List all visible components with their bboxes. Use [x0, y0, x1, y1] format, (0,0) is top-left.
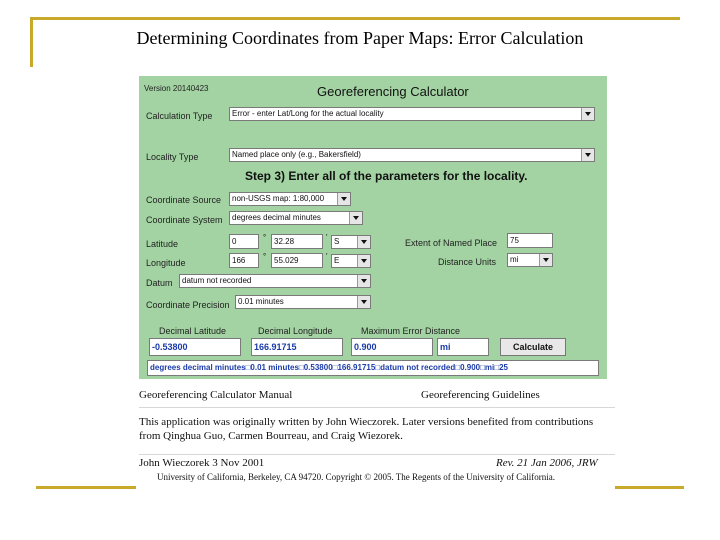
- longitude-hemisphere-select[interactable]: [331, 254, 371, 268]
- decimal-longitude-output[interactable]: 166.91715: [251, 338, 343, 356]
- longitude-label: Longitude: [146, 258, 186, 268]
- version-label: Version 20140423: [144, 84, 209, 93]
- coordinate-source-label: Coordinate Source: [146, 195, 222, 205]
- slide-frame-bottom-left: [36, 486, 136, 489]
- chevron-down-icon[interactable]: [539, 254, 552, 266]
- divider: [139, 407, 615, 408]
- coordinate-precision-label: Coordinate Precision: [146, 300, 230, 310]
- calculator-title: Georeferencing Calculator: [317, 84, 469, 99]
- calculation-type-value: Error - enter Lat/Long for the actual locality: [232, 109, 384, 118]
- divider: [139, 454, 615, 455]
- distance-units-select[interactable]: [507, 253, 553, 267]
- slide-frame-top: [30, 17, 680, 20]
- summary-output[interactable]: degrees decimal minutes□0.01 minutes□0.53800□166.91715□datum not recorded□0.900□mi□25: [147, 360, 599, 376]
- latitude-label: Latitude: [146, 239, 179, 249]
- chevron-down-icon[interactable]: [581, 149, 594, 161]
- revision-line: Rev. 21 Jan 2006, JRW: [496, 457, 598, 469]
- degree-symbol: °: [263, 252, 267, 261]
- decimal-longitude-label: Decimal Longitude: [258, 326, 333, 336]
- guidelines-link[interactable]: Georeferencing Guidelines: [421, 389, 540, 401]
- slide-frame-bottom-right: [612, 486, 684, 489]
- minute-symbol: ': [326, 233, 328, 242]
- locality-type-select[interactable]: [229, 148, 595, 162]
- distance-units-label: Distance Units: [438, 257, 497, 267]
- longitude-minutes-input[interactable]: 55.029: [271, 253, 323, 268]
- latitude-hemisphere-value: S: [334, 237, 340, 246]
- longitude-hemisphere-value: E: [334, 256, 340, 265]
- author-line: John Wieczorek 3 Nov 2001: [139, 457, 265, 469]
- copyright-line: University of California, Berkeley, CA 94720. Copyright © 2005. The Regents of the University of California.: [157, 472, 556, 482]
- coordinate-system-label: Coordinate System: [146, 215, 223, 225]
- chevron-down-icon[interactable]: [357, 275, 370, 287]
- max-error-label: Maximum Error Distance: [361, 326, 461, 336]
- chevron-down-icon[interactable]: [349, 212, 362, 224]
- coordinate-source-select[interactable]: [229, 192, 351, 206]
- coordinate-system-select[interactable]: [229, 211, 363, 225]
- slide-title: Determining Coordinates from Paper Maps: Error Calculation: [136, 28, 584, 48]
- latitude-degrees-input[interactable]: 0: [229, 234, 259, 249]
- latitude-hemisphere-select[interactable]: [331, 235, 371, 249]
- chevron-down-icon[interactable]: [357, 255, 370, 267]
- decimal-latitude-output[interactable]: -0.53800: [149, 338, 241, 356]
- latitude-minutes-input[interactable]: 32.28: [271, 234, 323, 249]
- calculate-button[interactable]: Calculate: [500, 338, 566, 356]
- coordinate-source-value: non-USGS map: 1:80,000: [232, 194, 325, 203]
- page-footer-area: [139, 379, 615, 525]
- longitude-degrees-input[interactable]: 166: [229, 253, 259, 268]
- distance-units-value: mi: [510, 255, 519, 264]
- locality-type-label: Locality Type: [146, 152, 199, 162]
- error-units-output[interactable]: mi: [437, 338, 489, 356]
- calculator-panel: [139, 76, 607, 379]
- credits-paragraph: This application was originally written by John Wieczorek. Later versions benefited from contributions from Qinghua Guo, Carmen Bourreau, and Craig Wiezorek.: [139, 416, 594, 442]
- degree-symbol: °: [263, 233, 267, 242]
- chevron-down-icon[interactable]: [357, 236, 370, 248]
- max-error-output[interactable]: 0.900: [351, 338, 433, 356]
- extent-label: Extent of Named Place: [405, 238, 498, 248]
- step-heading: Step 3) Enter all of the parameters for the locality.: [245, 169, 528, 183]
- manual-link[interactable]: Georeferencing Calculator Manual: [139, 389, 293, 401]
- extent-input[interactable]: 75: [507, 233, 553, 248]
- coordinate-system-value: degrees decimal minutes: [232, 213, 321, 222]
- chevron-down-icon[interactable]: [581, 108, 594, 120]
- minute-symbol: ': [326, 252, 328, 261]
- coordinate-precision-select[interactable]: [235, 295, 371, 309]
- chevron-down-icon[interactable]: [357, 296, 370, 308]
- datum-select[interactable]: [179, 274, 371, 288]
- locality-type-value: Named place only (e.g., Bakersfield): [232, 150, 361, 159]
- datum-value: datum not recorded: [182, 276, 252, 285]
- datum-label: Datum: [146, 278, 173, 288]
- chevron-down-icon[interactable]: [337, 193, 350, 205]
- calculation-type-label: Calculation Type: [146, 111, 213, 121]
- coordinate-precision-value: 0.01 minutes: [238, 297, 284, 306]
- decimal-latitude-label: Decimal Latitude: [159, 326, 227, 336]
- calculation-type-select[interactable]: [229, 107, 595, 121]
